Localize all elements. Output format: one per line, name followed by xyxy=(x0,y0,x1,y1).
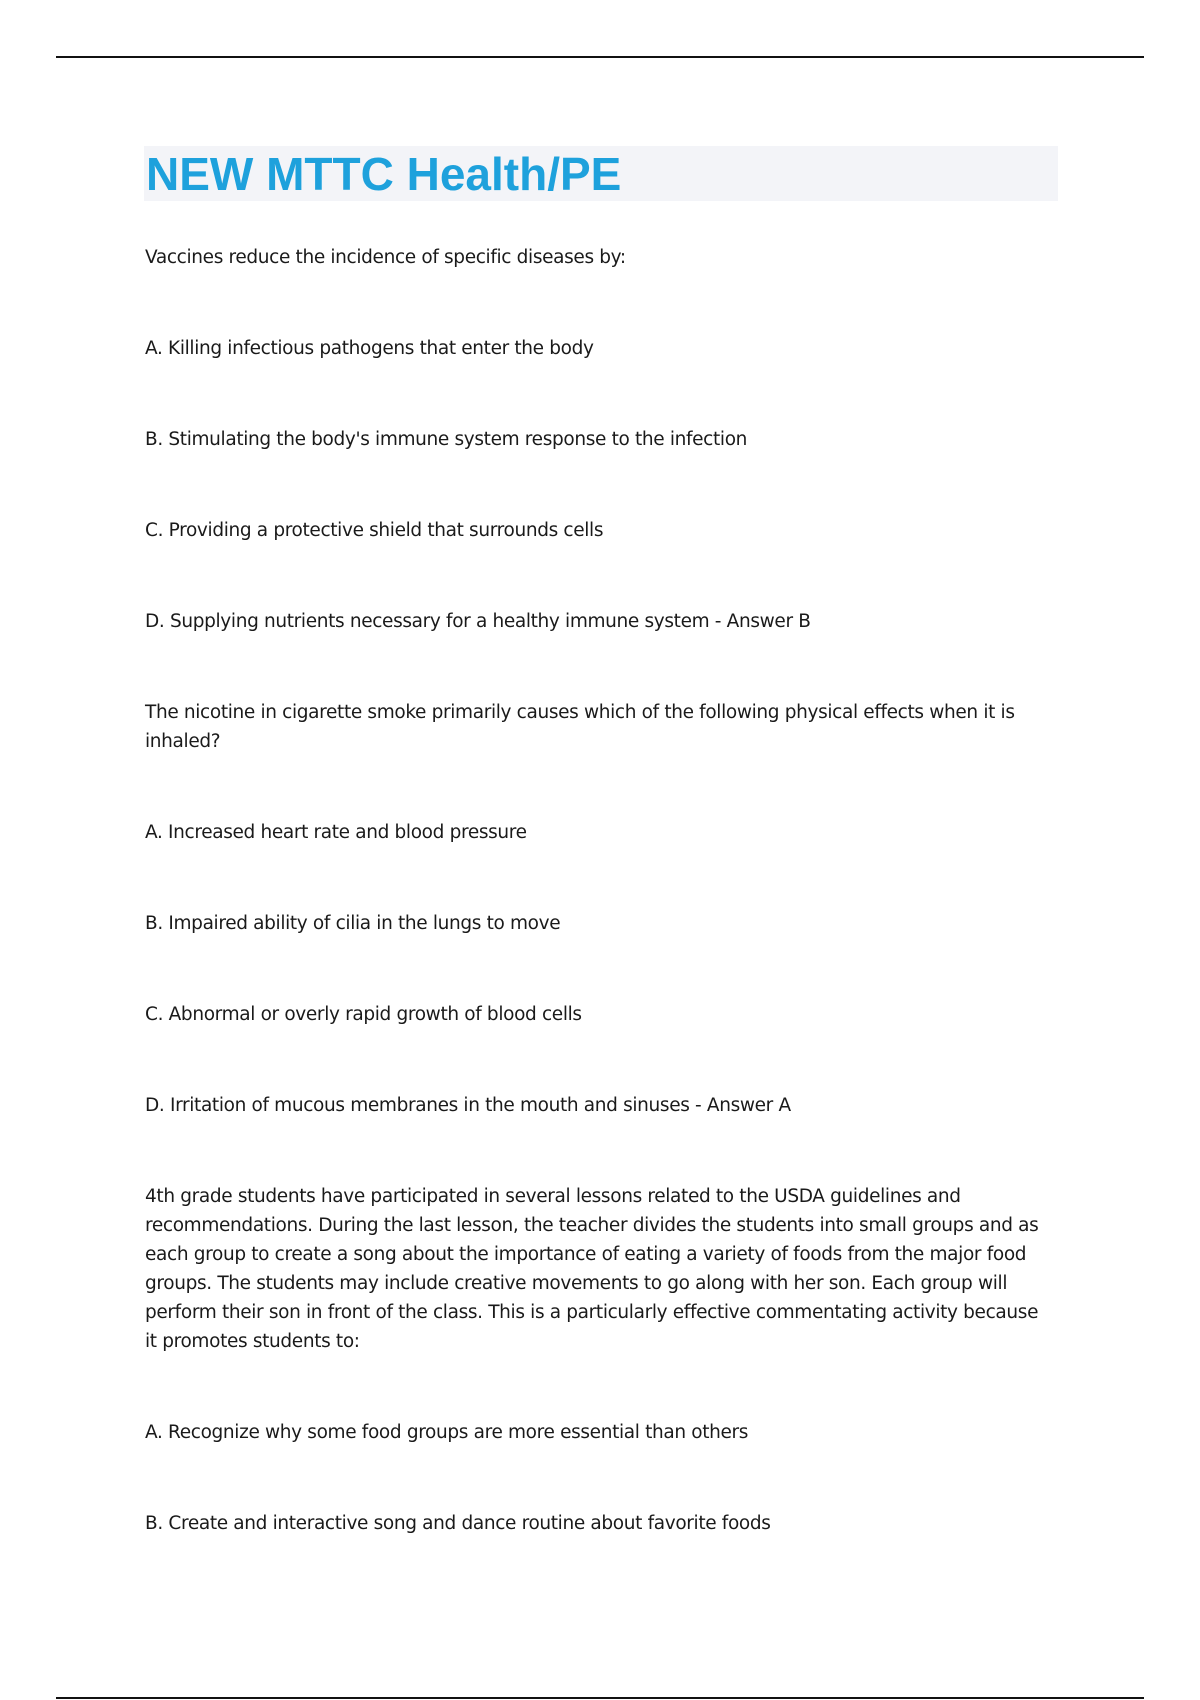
question-2-option-a: A. Increased heart rate and blood pressure xyxy=(145,822,527,843)
question-2-option-d: D. Irritation of mucous membranes in the mouth and sinuses - Answer A xyxy=(145,1095,791,1116)
question-3-option-b: B. Create and interactive song and dance routine about favorite foods xyxy=(145,1513,771,1534)
question-2-option-c: C. Abnormal or overly rapid growth of blood cells xyxy=(145,1004,582,1025)
header-rule xyxy=(56,56,1144,58)
question-1-option-a: A. Killing infectious pathogens that enter the body xyxy=(145,338,594,359)
question-3: 4th grade students have participated in several lessons related to the USDA guidelines and recommendations. During the last lesson, the teacher divides the students into small groups and as each group to create a song about the importance of eating a variety of foods from the major food groups. The students may include creative movements to go along with her son. Each group will perform their son in front of the class. This is a particularly effective commentating activity because it promotes students to: xyxy=(145,1186,1039,1352)
footer-rule xyxy=(56,1697,1144,1699)
page-title: NEW MTTC Health/PE xyxy=(146,148,622,200)
question-2-option-b: B. Impaired ability of cilia in the lungs to move xyxy=(145,913,561,934)
question-1-option-b: B. Stimulating the body's immune system response to the infection xyxy=(145,429,748,450)
question-2: The nicotine in cigarette smoke primarily causes which of the following physical effects when it is inhaled? xyxy=(145,702,1015,752)
document-body xyxy=(145,243,1045,1600)
question-1-option-c: C. Providing a protective shield that surrounds cells xyxy=(145,520,604,541)
question-3-option-a: A. Recognize why some food groups are more essential than others xyxy=(145,1422,749,1443)
question-1-option-d: D. Supplying nutrients necessary for a healthy immune system - Answer B xyxy=(145,611,811,632)
question-1: Vaccines reduce the incidence of specific diseases by: xyxy=(145,247,626,268)
